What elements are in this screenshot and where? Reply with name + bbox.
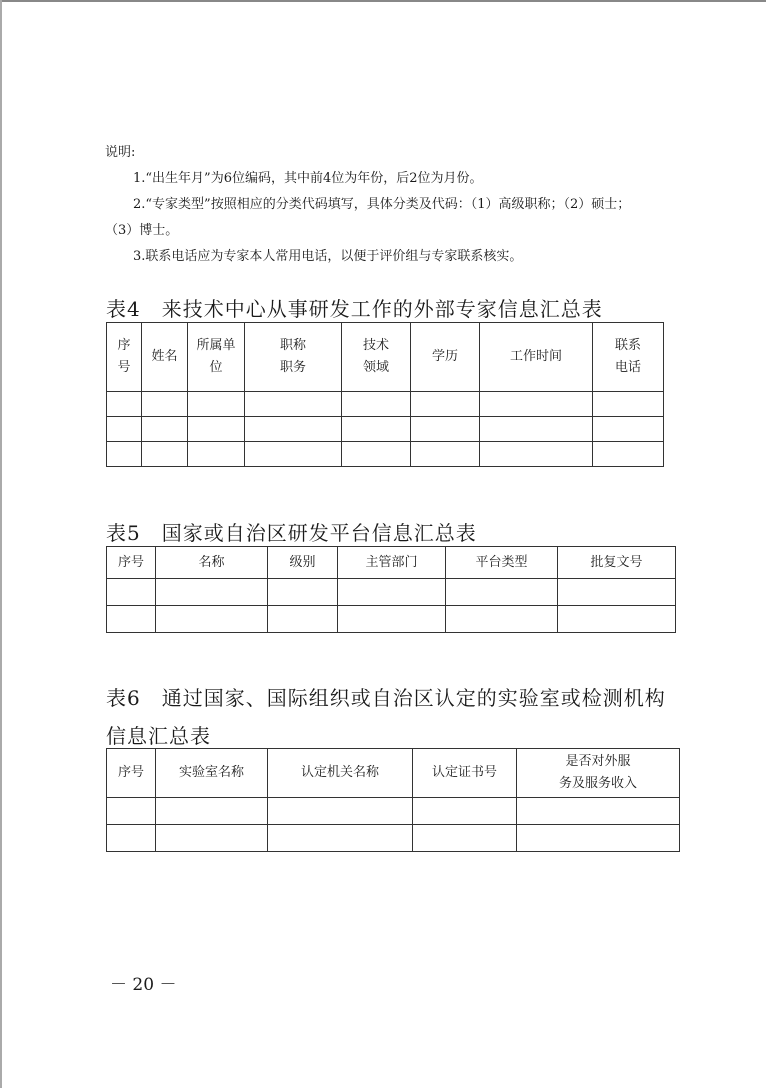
table-row <box>107 606 676 633</box>
table5-header-platform-type: 平台类型 <box>446 547 558 579</box>
table6-header-certificate-number: 认定证书号 <box>413 749 517 798</box>
table6-header-authority-name: 认定机关名称 <box>268 749 413 798</box>
page-edge-left <box>0 0 2 1088</box>
table5 <box>106 546 676 633</box>
table4-header-index: 序 号 <box>107 323 142 392</box>
table-row <box>107 392 664 417</box>
note-line-1: 1.“出生年月”为6位编码，其中前4位为年份，后2位为月份。 <box>133 171 483 186</box>
table-row <box>107 442 664 467</box>
table6-title-line1: 表6 通过国家、国际组织或自治区认定的实验室或检测机构 <box>106 686 666 710</box>
page-edge-top <box>0 0 766 2</box>
notes-block <box>105 140 685 270</box>
table4-header-work-time: 工作时间 <box>480 323 593 392</box>
table5-header-row <box>107 547 676 579</box>
table5-title: 表5 国家或自治区研发平台信息汇总表 <box>106 521 477 545</box>
table6-header-row <box>107 749 680 798</box>
table6-title-line2: 信息汇总表 <box>106 724 211 748</box>
table4 <box>106 322 664 467</box>
table6-header-external-service: 是否对外服 务及服务收入 <box>517 749 680 798</box>
table5-header-index: 序号 <box>107 547 156 579</box>
table-row <box>107 579 676 606</box>
table4-title: 表4 来技术中心从事研发工作的外部专家信息汇总表 <box>106 297 603 321</box>
table5-header-approval-number: 批复文号 <box>558 547 676 579</box>
table-row <box>107 417 664 442</box>
table4-header-education: 学历 <box>411 323 480 392</box>
table4-header-unit: 所属单 位 <box>188 323 245 392</box>
note-line-4: 3.联系电话应为专家本人常用电话，以便于评价组与专家联系核实。 <box>133 249 523 264</box>
table4-header-title-position: 职称 职务 <box>245 323 342 392</box>
note-line-2: 2.“专家类型”按照相应的分类代码填写，具体分类及代码：（1）高级职称；（2）硕士； <box>133 197 631 212</box>
note-line-3: （3）博士。 <box>105 223 179 238</box>
table6-header-index: 序号 <box>107 749 156 798</box>
table6 <box>106 748 680 852</box>
table6-header-lab-name: 实验室名称 <box>156 749 268 798</box>
page-number: － 20 － <box>110 975 177 995</box>
table4-header-phone: 联系 电话 <box>593 323 664 392</box>
table4-header-tech-field: 技术 领域 <box>342 323 411 392</box>
notes-heading: 说明: <box>105 145 136 160</box>
table5-header-name: 名称 <box>156 547 268 579</box>
table5-header-level: 级别 <box>268 547 338 579</box>
table5-header-department: 主管部门 <box>338 547 446 579</box>
table4-header-name: 姓名 <box>142 323 188 392</box>
table4-header-row <box>107 323 664 392</box>
table-row <box>107 825 680 852</box>
table-row <box>107 798 680 825</box>
